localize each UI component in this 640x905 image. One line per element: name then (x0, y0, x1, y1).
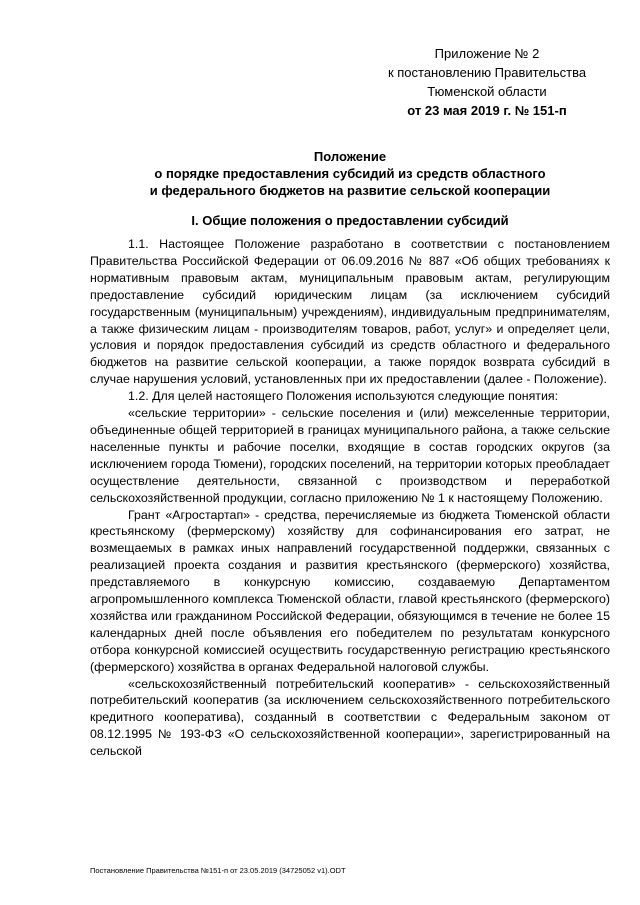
appendix-region: Тюменской области (427, 84, 547, 99)
paragraph-1-2: 1.2. Для целей настоящего Положения используются следующие понятия: (128, 389, 559, 404)
appendix-number: Приложение № 2 (434, 46, 540, 61)
appendix-date: от 23 мая 2019 г. № 151-п (407, 103, 567, 118)
body-text (90, 236, 610, 760)
definition-agrostartup-grant: Грант «Агростартап» - средства, перечисляемые из бюджета Тюменской области крестьянскому (фермерскому) хозяйству для софинансирования его затрат, не возмещаемых в рамках иных направлений государственной поддержки, связанных с реализацией проекта создания и развития крестьянского (фермерского) хозяйства, представляемого в конкурсную комиссию, создаваемую Департаментом агропромышленного комплекса Тюменской области, главой крестьянского (фермерского) хозяйства или гражданином Российской Федерации, обязующимся в течение не более 15 календарных дней после объявления его победителем по результатам конкурсного отбора конкурсной комиссией осуществить государственную регистрацию крестьянского (фермерского) хозяйства в органах Федеральной налоговой службы. (90, 507, 610, 674)
section-heading: I. Общие положения о предоставлении субсидий (191, 213, 509, 228)
definition-cooperative: «сельскохозяйственный потребительский кооператив» - сельскохозяйственный потребительский кооператив (за исключением сельскохозяйственного потребительского кредитного кооператива), созданный в соответствии с Федеральным законом от 08.12.1995 № 193-ФЗ «О сельскохозяйственной кооперации», зарегистрированный на сельской (90, 676, 610, 759)
appendix-reference: к постановлению Правительства (387, 65, 587, 80)
appendix-header (372, 44, 602, 120)
paragraph-1-1: 1.1. Настоящее Положение разработано в соответствии с постановлением Правительства Российской Федерации от 06.09.2016 № 887 «Об общих требованиях к нормативным правовым актам, муниципальным правовым актам, регулирующим предоставление субсидий юридическим лицам (за исключением субсидий государственным (муниципальным) учреждениям), индивидуальным предпринимателям, а также физическим лицам - производителям товаров, работ, услуг» и определяет цели, условия и порядок предоставления субсидий из средств областного и федерального бюджетов на развитие сельской кооперации, а также порядок возврата субсидий в случае нарушения условий, установленных при их предоставлении (далее - Положение). (90, 237, 610, 387)
title-line-2: о порядке предоставления субсидий из средств областного (154, 166, 546, 181)
definition-rural-territories: «сельские территории» - сельские поселения и (или) межселенные территории, объединенные общей территорией в границах муниципального района, а также сельские населенные пункты и рабочие поселки, входящие в состав городских округов (за исключением города Тюмени), городских поселений, на территории которых преобладает осуществление деятельности, связанной с производством и переработкой сельскохозяйственной продукции, согласно приложению № 1 к настоящему Положению. (90, 406, 610, 505)
title-line-1: Положение (313, 149, 387, 164)
title-line-3: и федерального бюджетов на развитие сельской кооперации (149, 183, 551, 198)
document-title (90, 148, 610, 199)
page-footer: Постановление Правительства №151-п от 23.05.2019 (34725052 v1).ODT (90, 866, 346, 875)
